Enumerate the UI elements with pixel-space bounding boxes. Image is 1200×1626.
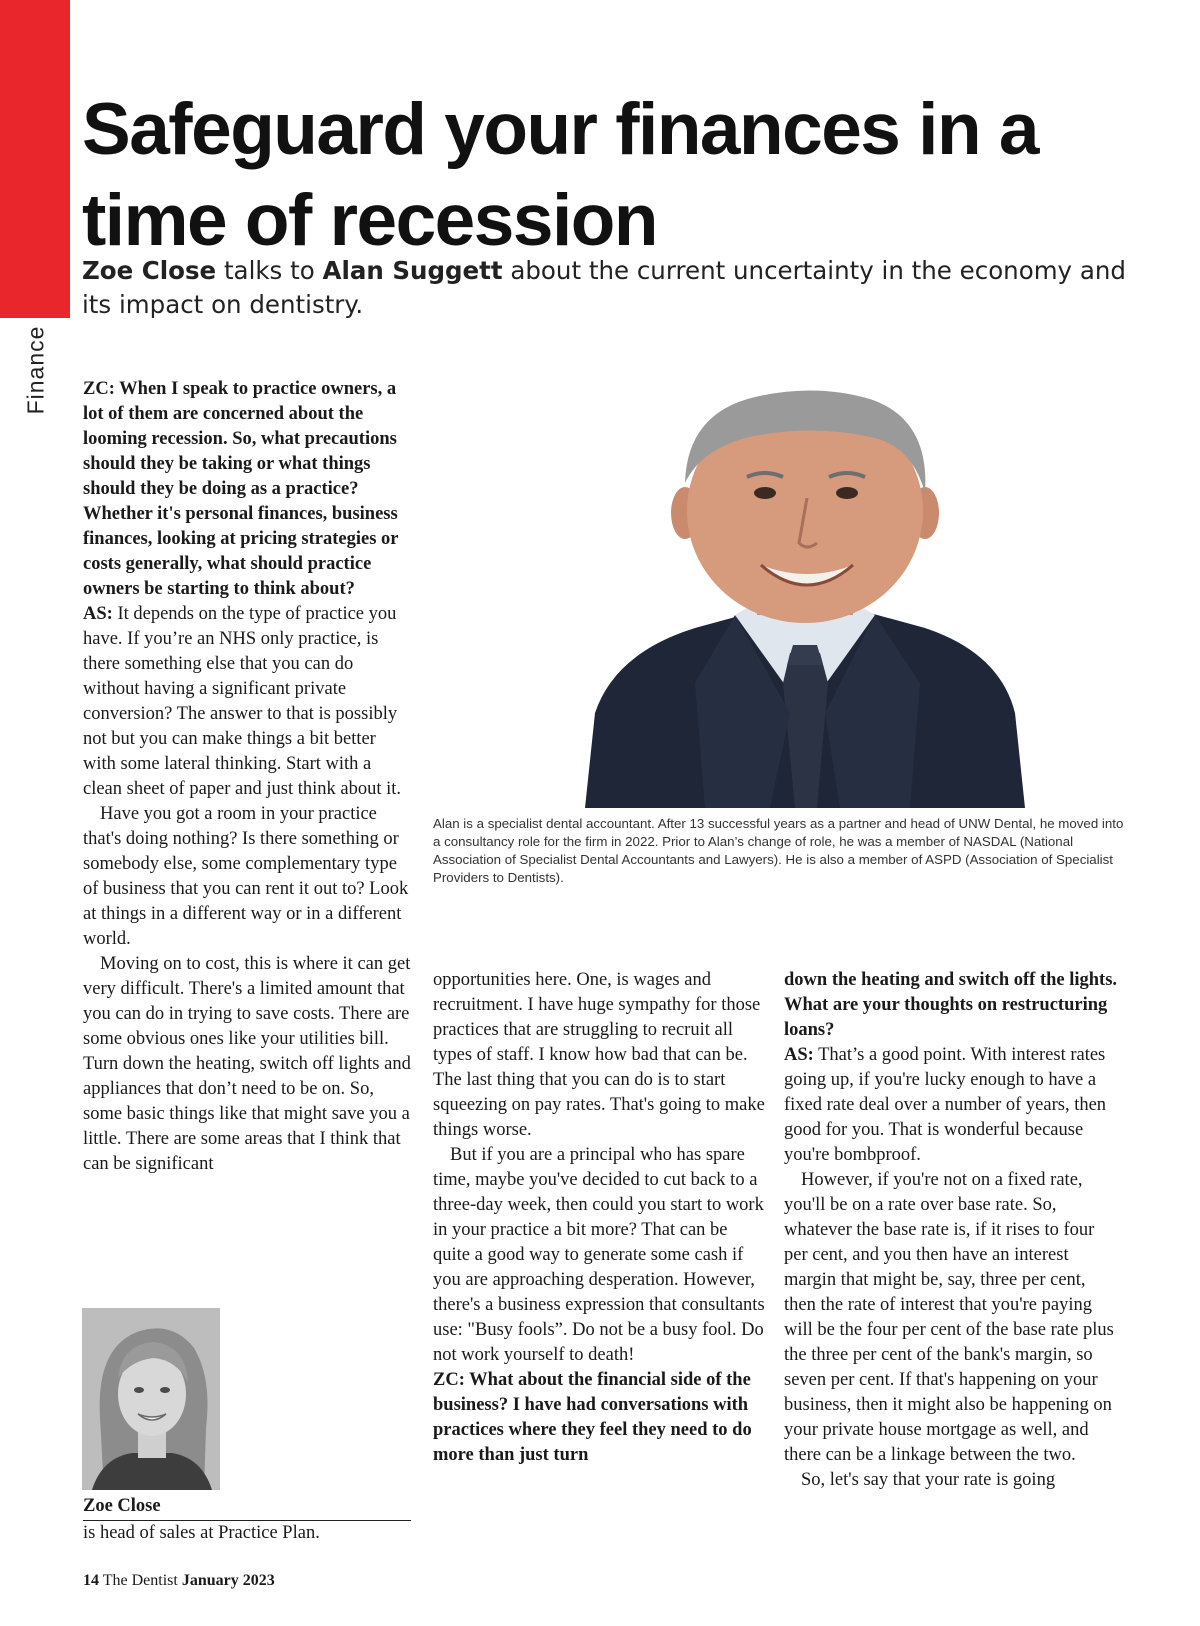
question-1: ZC: When I speak to practice owners, a lot of them are concerned about the looming recession. So, what precautions should they be taking or what things should they be doing as a practice? Whether it's personal finances, business finances, looking at pricing strategies or costs generally, what should practice owners be starting to think about?: [83, 379, 399, 599]
alan-suggett-photo: [585, 383, 1025, 808]
answer-2: [784, 1043, 1120, 1168]
question-2: ZC: What about the financial side of the business? I have had conversations with practices where they feel they need to do more than just turn: [433, 1370, 752, 1465]
headline: Safeguard your finances in a time of recession: [82, 89, 1038, 261]
page-number: 14: [83, 1572, 99, 1589]
section-label: Finance: [22, 325, 49, 415]
answer-1: [83, 602, 413, 802]
standfirst-interviewee: Alan Suggett: [322, 256, 503, 285]
standfirst-rest: about the current uncertainty in the economy and its impact on dentistry.: [82, 256, 1126, 319]
answer-2-text: That’s a good point. With interest rates going up, if you're lucky enough to have a fixed rate deal over a number of years, then good for you. That is wonderful because you're bombproof.: [784, 1045, 1107, 1165]
paragraph: But if you are a principal who has spare time, maybe you've decided to cut back to a three-day week, then could you start to work in your practice a bit more? That can be quite a good way to generate some cash if you are approaching desperation. However, there's a business expression that consultants use: "Busy fools”. Do not be a busy fool. Do not work yourself to death!: [433, 1145, 765, 1365]
article-column-2: [433, 968, 765, 1468]
answer-label: AS:: [784, 1045, 814, 1065]
paragraph: Moving on to cost, this is where it can get very difficult. There's a limited amount that you can do in trying to save costs. There are some obvious ones like your utilities bill. Turn down the heating, switch off lights and appliances that don’t need to be on. So, some basic things like that might save you a little. There are some areas that I think that can be significant: [83, 954, 411, 1174]
standfirst: [82, 254, 1162, 322]
page-footer: [83, 1572, 275, 1590]
photo-caption: Alan is a specialist dental accountant. After 13 successful years as a partner and head of UNW Dental, he moved into a consultancy role for the firm in 2022. Prior to Alan’s change of role, he was a member of NASDAL (National Association of Specialist Dental Accountants and Lawyers). He is also a member of ASPD (Association of Specialist Providers to Dentists).: [433, 816, 1124, 885]
paragraph: opportunities here. One, is wages and recruitment. I have huge sympathy for those practices that are struggling to recruit all types of staff. I know how bad that can be. The last thing that you can do is to start squeezing on pay rates. That's going to make things worse.: [433, 970, 765, 1140]
article-column-1: [83, 377, 413, 1177]
standfirst-mid: talks to: [216, 256, 323, 285]
section-color-bar: [0, 0, 70, 318]
publication-name: The Dentist: [102, 1572, 178, 1589]
article-column-3: [784, 968, 1120, 1493]
paragraph: However, if you're not on a fixed rate, you'll be on a rate over base rate. So, whatever the base rate is, if it rises to four per cent, and you then have an interest margin that might be, say, three per cent, then the rate of interest that you're paying will be the four per cent of the base rate plus the three per cent of the bank's margin, so seven per cent. If that's happening on your business, then it might also be happening on your private house mortgage as well, and there can be a linkage between the two.: [784, 1170, 1114, 1465]
answer-1-text: It depends on the type of practice you have. If you’re an NHS only practice, is there something else that you can do without having a significant private conversion? The answer to that is possibly not but you can make things a bit better with some lateral thinking. Start with a clean sheet of paper and just think about it.: [83, 604, 402, 799]
zoe-close-photo: [82, 1308, 220, 1490]
issue-date: January 2023: [181, 1572, 275, 1589]
answer-label: AS:: [83, 604, 113, 624]
author-role: is head of sales at Practice Plan.: [83, 1523, 320, 1543]
question-2-continued: down the heating and switch off the lights. What are your thoughts on restructuring loans?: [784, 970, 1118, 1040]
standfirst-interviewer: Zoe Close: [82, 256, 217, 285]
paragraph: Have you got a room in your practice that's doing nothing? Is there something or somebody else, some complementary type of business that you can rent it out to? Look at things in a different way or in a different world.: [83, 804, 409, 949]
author-name: Zoe Close: [83, 1494, 411, 1521]
paragraph: So, let's say that your rate is going: [801, 1470, 1056, 1490]
